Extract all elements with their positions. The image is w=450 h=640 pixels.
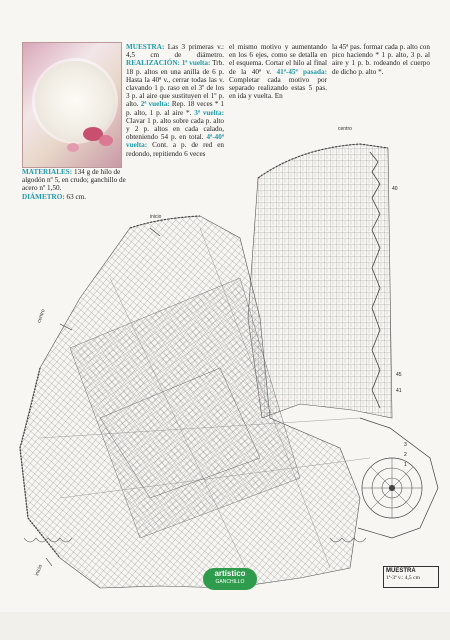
- page-bottom-margin: [0, 612, 450, 640]
- logo-subtitle: GANCHILLO: [215, 579, 245, 585]
- row-number: 40: [392, 186, 398, 192]
- row-number: 3: [404, 442, 407, 448]
- keyword: 2ª vuelta:: [140, 100, 170, 109]
- body-text: el mismo motivo y aumentando en los 6 ejes, como se detalla en el esquema. Cortar el hilo al final de la 40ª v.: [229, 43, 327, 76]
- keyword: MATERIALES:: [22, 168, 73, 176]
- sample-box: [383, 566, 439, 588]
- body-text: Clavar 1 p. alto sobre cada p. alto y 2 p. altos en cada calado, obteniendo 54 p. en total.: [126, 116, 224, 142]
- keyword: 4ª-40ª vuelta:: [126, 133, 224, 150]
- sample-box-text: 1ª-3ª v.: 4,5 cm: [386, 575, 420, 581]
- chart-label-centro-left: centro: [36, 308, 47, 324]
- chart-label-inicio-bottom: inicio: [34, 563, 44, 577]
- instructions-column-3: [332, 43, 430, 76]
- body-text: la 45ª pas. formar cada p. alto con pico haciendo * 1 p. alto, 3 p. al aire y 1 p. b. rodeando el cuerpo de dicho p. alto *.: [332, 43, 430, 76]
- row-number: 1: [404, 462, 407, 468]
- keyword: MUESTRA:: [126, 43, 165, 51]
- chart-label-centro-top: centro: [338, 126, 352, 132]
- instructions-text: [229, 43, 327, 100]
- body-text: 134 g de hilo de algodón nº 5, en crudo; ganchillo de acero nº 1,50.: [22, 168, 126, 193]
- body-text: Rep. 18 veces * 1 p. alto, 1 p. al aire *.: [126, 100, 224, 117]
- instructions-column-2: [229, 43, 327, 100]
- chart-label-inicio-top: inicio: [150, 214, 162, 220]
- keyword: DIÁMETRO:: [22, 192, 65, 201]
- body-text: Completar cada motivo por separado realizando estas 5 pas. en ida y vuelta. En: [229, 75, 327, 101]
- body-text: 63 cm.: [64, 192, 87, 201]
- keyword: 41ª-45ª pasada:: [276, 67, 327, 76]
- instructions-text: [332, 43, 430, 76]
- crochet-chart: [0, 118, 450, 594]
- row-number: 2: [404, 452, 407, 458]
- keyword: 3ª vuelta:: [194, 108, 224, 117]
- row-number: 45: [396, 372, 402, 378]
- logo-name: artístico: [214, 569, 246, 578]
- body-text: Cont. a p. de red en redondo, repitiendo 6 veces: [126, 141, 224, 158]
- body-text: Trb. 18 p. altos en una anilla de 6 p. Hasta la 40ª v., cerrar todas las v. clavando 1 p. raso en el 3º de los 3 p. al aire que sustituyen el 1º p. alto.: [126, 59, 225, 109]
- keyword: REALIZACIÓN: 1ª vuelta:: [126, 59, 211, 68]
- row-number: 41: [396, 388, 402, 394]
- sample-box-title: MUESTRA: [386, 568, 416, 574]
- magazine-logo: [203, 568, 257, 590]
- body-text: Las 3 primeras v.: 4,5 cm de diámetro.: [126, 43, 224, 60]
